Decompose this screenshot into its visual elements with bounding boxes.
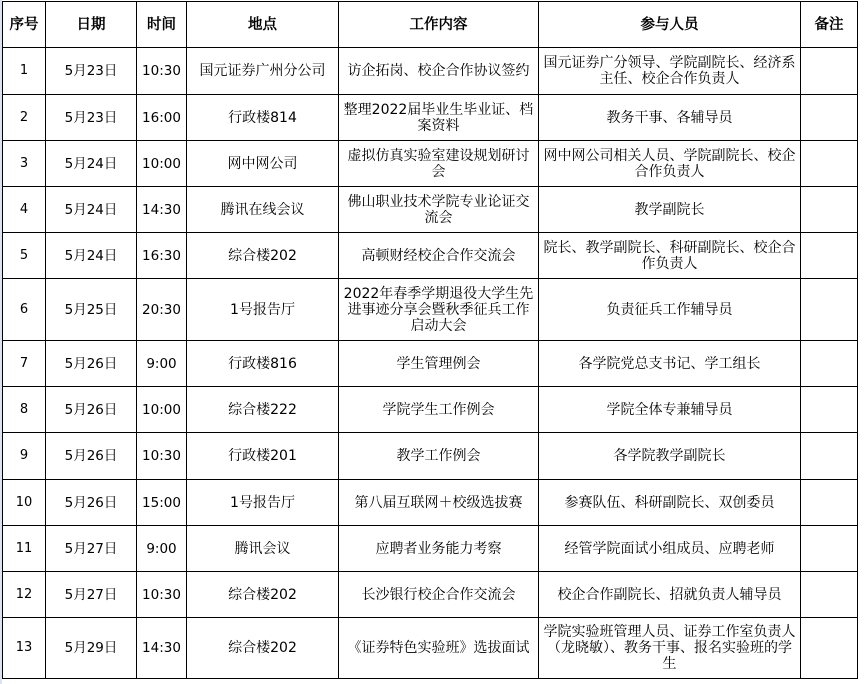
cell-no: 9 — [3, 433, 46, 480]
table-row — [3, 187, 858, 233]
table-row — [3, 341, 858, 387]
cell-time: 14:30 — [137, 618, 187, 679]
cell-content: 教学工作例会 — [339, 433, 539, 480]
cell-content: 整理2022届毕业生毕业证、档案资料 — [339, 95, 539, 141]
cell-people: 网中网公司相关人员、学院副院长、校企合作负责人 — [539, 141, 801, 187]
cell-no: 7 — [3, 341, 46, 387]
cell-place: 综合楼202 — [187, 572, 339, 618]
cell-place: 腾讯会议 — [187, 526, 339, 572]
cell-time: 10:00 — [137, 141, 187, 187]
cell-no: 13 — [3, 618, 46, 679]
cell-date: 5月24日 — [46, 233, 137, 279]
cell-content: 长沙银行校企合作交流会 — [339, 572, 539, 618]
cell-date: 5月26日 — [46, 387, 137, 433]
table-row — [3, 141, 858, 187]
table-row — [3, 618, 858, 679]
cell-time: 16:30 — [137, 233, 187, 279]
cell-time: 10:30 — [137, 572, 187, 618]
cell-note — [801, 279, 858, 341]
cell-date: 5月26日 — [46, 341, 137, 387]
cell-people: 院长、教学副院长、科研副院长、校企合作负责人 — [539, 233, 801, 279]
cell-note — [801, 95, 858, 141]
cell-no: 10 — [3, 480, 46, 526]
cell-content: 《证券特色实验班》选拔面试 — [339, 618, 539, 679]
cell-no: 4 — [3, 187, 46, 233]
cell-no: 2 — [3, 95, 46, 141]
schedule-table — [2, 1, 858, 679]
cell-place: 综合楼202 — [187, 618, 339, 679]
cell-people: 校企合作副院长、招就负责人辅导员 — [539, 572, 801, 618]
cell-time: 16:00 — [137, 95, 187, 141]
schedule-sheet — [2, 1, 858, 679]
header-place: 地点 — [187, 2, 339, 48]
header-no: 序号 — [3, 2, 46, 48]
table-row — [3, 233, 858, 279]
table-row — [3, 572, 858, 618]
cell-note — [801, 141, 858, 187]
cell-content: 佛山职业技术学院专业论证交流会 — [339, 187, 539, 233]
cell-note — [801, 618, 858, 679]
cell-time: 9:00 — [137, 526, 187, 572]
header-content: 工作内容 — [339, 2, 539, 48]
cell-people: 国元证券广分领导、学院副院长、经济系主任、校企合作负责人 — [539, 48, 801, 95]
cell-note — [801, 187, 858, 233]
cell-note — [801, 48, 858, 95]
cell-content: 应聘者业务能力考察 — [339, 526, 539, 572]
cell-place: 国元证券广州分公司 — [187, 48, 339, 95]
cell-content: 访企拓岗、校企合作协议签约 — [339, 48, 539, 95]
cell-date: 5月24日 — [46, 187, 137, 233]
cell-content: 2022年春季学期退役大学生先进事迹分享会暨秋季征兵工作启动大会 — [339, 279, 539, 341]
cell-date: 5月25日 — [46, 279, 137, 341]
cell-place: 行政楼814 — [187, 95, 339, 141]
cell-content: 虚拟仿真实验室建设规划研讨会 — [339, 141, 539, 187]
cell-date: 5月23日 — [46, 95, 137, 141]
cell-date: 5月26日 — [46, 480, 137, 526]
cell-date: 5月24日 — [46, 141, 137, 187]
cell-no: 11 — [3, 526, 46, 572]
cell-date: 5月23日 — [46, 48, 137, 95]
cell-no: 3 — [3, 141, 46, 187]
cell-content: 第八届互联网＋校级选拔赛 — [339, 480, 539, 526]
cell-time: 14:30 — [137, 187, 187, 233]
cell-place: 行政楼201 — [187, 433, 339, 480]
cell-time: 10:00 — [137, 387, 187, 433]
cell-people: 各学院党总支书记、学工组长 — [539, 341, 801, 387]
cell-note — [801, 572, 858, 618]
cell-people: 教学副院长 — [539, 187, 801, 233]
cell-people: 负责征兵工作辅导员 — [539, 279, 801, 341]
cell-time: 10:30 — [137, 433, 187, 480]
header-date: 日期 — [46, 2, 137, 48]
cell-place: 1号报告厅 — [187, 480, 339, 526]
cell-place: 综合楼202 — [187, 233, 339, 279]
cell-people: 参赛队伍、科研副院长、双创委员 — [539, 480, 801, 526]
cell-people: 经管学院面试小组成员、应聘老师 — [539, 526, 801, 572]
cell-no: 6 — [3, 279, 46, 341]
header-people: 参与人员 — [539, 2, 801, 48]
cell-place: 行政楼816 — [187, 341, 339, 387]
cell-note — [801, 387, 858, 433]
cell-place: 网中网公司 — [187, 141, 339, 187]
cell-date: 5月27日 — [46, 526, 137, 572]
cell-place: 综合楼222 — [187, 387, 339, 433]
cell-time: 15:00 — [137, 480, 187, 526]
cell-date: 5月27日 — [46, 572, 137, 618]
cell-no: 12 — [3, 572, 46, 618]
cell-place: 腾讯在线会议 — [187, 187, 339, 233]
header-row — [3, 2, 858, 48]
cell-time: 9:00 — [137, 341, 187, 387]
cell-note — [801, 526, 858, 572]
table-row — [3, 526, 858, 572]
cell-date: 5月26日 — [46, 433, 137, 480]
cell-date: 5月29日 — [46, 618, 137, 679]
cell-content: 学生管理例会 — [339, 341, 539, 387]
table-row — [3, 480, 858, 526]
cell-people: 教务干事、各辅导员 — [539, 95, 801, 141]
cell-content: 学院学生工作例会 — [339, 387, 539, 433]
cell-no: 8 — [3, 387, 46, 433]
table-row — [3, 95, 858, 141]
cell-note — [801, 433, 858, 480]
cell-people: 学院全体专兼辅导员 — [539, 387, 801, 433]
cell-content: 高顿财经校企合作交流会 — [339, 233, 539, 279]
cell-place: 1号报告厅 — [187, 279, 339, 341]
table-row — [3, 279, 858, 341]
header-time: 时间 — [137, 2, 187, 48]
cell-people: 各学院教学副院长 — [539, 433, 801, 480]
header-note: 备注 — [801, 2, 858, 48]
cell-time: 20:30 — [137, 279, 187, 341]
table-row — [3, 48, 858, 95]
cell-note — [801, 341, 858, 387]
cell-no: 5 — [3, 233, 46, 279]
cell-no: 1 — [3, 48, 46, 95]
table-row — [3, 387, 858, 433]
cell-people: 学院实验班管理人员、证券工作室负责人（龙晓敏）、教务干事、报名实验班的学生 — [539, 618, 801, 679]
table-row — [3, 433, 858, 480]
cell-note — [801, 480, 858, 526]
cell-time: 10:30 — [137, 48, 187, 95]
cell-note — [801, 233, 858, 279]
